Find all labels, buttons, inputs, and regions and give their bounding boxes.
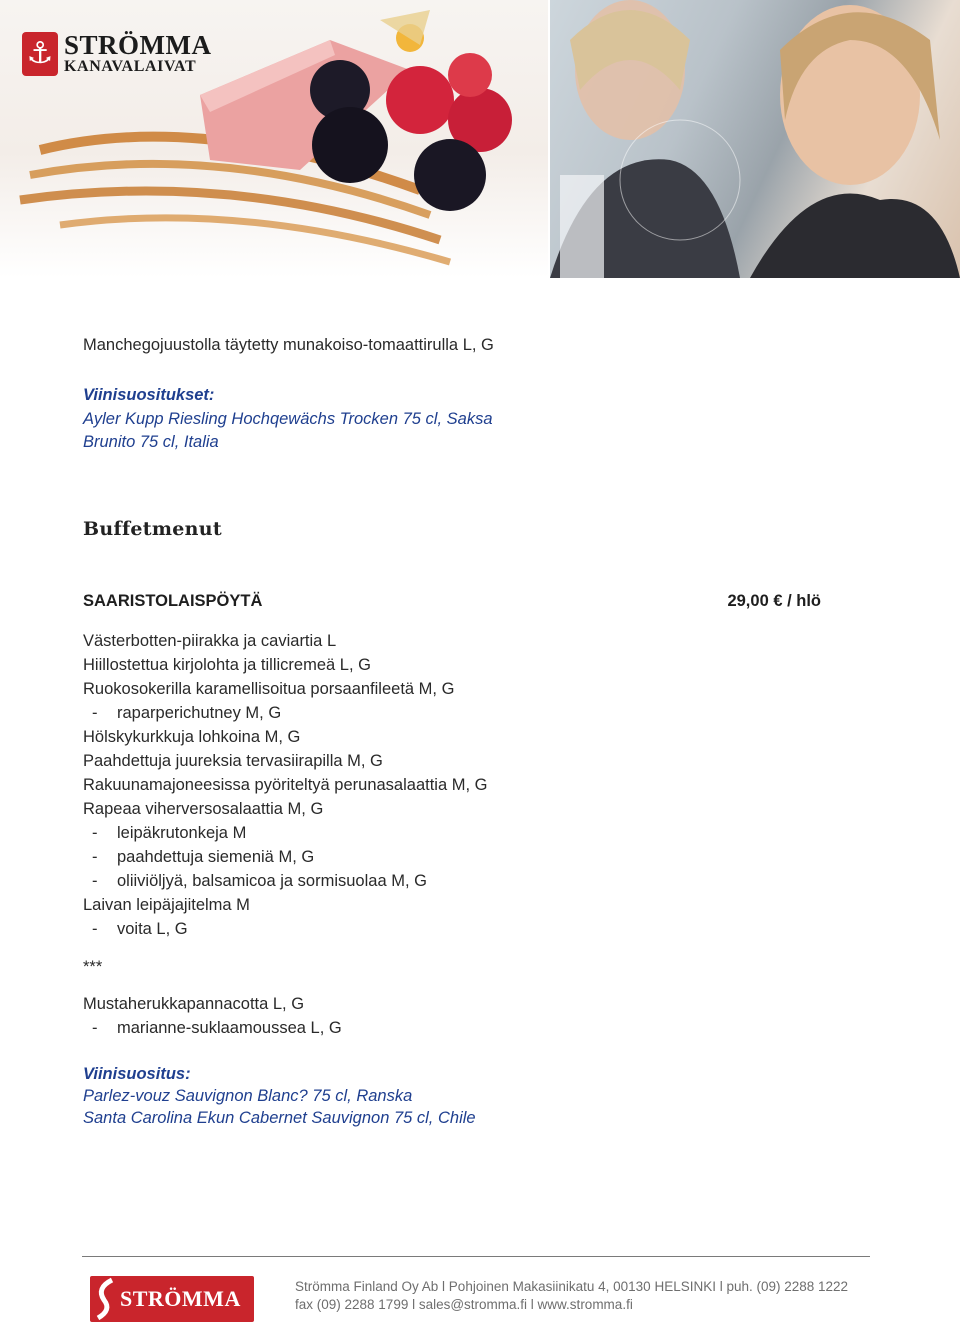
- dessert-item: [83, 995, 304, 1014]
- menu-item: [83, 632, 336, 651]
- footer-divider: [82, 1256, 870, 1257]
- item-text: Paahdettuja juureksia tervasiirapilla M, G: [83, 752, 383, 770]
- item-text: marianne-suklaamoussea L, G: [117, 1019, 342, 1037]
- menu-item: [83, 800, 323, 819]
- guests-illustration: [550, 0, 960, 278]
- menu-item: [83, 896, 250, 915]
- stromma-footer-logo: [90, 1276, 254, 1322]
- menu-item: [83, 776, 487, 795]
- footer-line-2: fax (09) 2288 1799 l sales@stromma.fi l www.stromma.fi: [295, 1297, 633, 1312]
- item-text: voita L, G: [117, 920, 188, 938]
- bullet-dash: -: [92, 1019, 98, 1037]
- menu-subitem: [83, 824, 246, 843]
- dessert-subitem: [83, 1019, 342, 1038]
- footer-line-1: Strömma Finland Oy Ab l Pohjoinen Makasiinikatu 4, 00130 HELSINKI l puh. (09) 2288 1222: [295, 1279, 849, 1294]
- buffet-wine-label: Viinisuositus:: [83, 1065, 191, 1083]
- menu-subitem: [83, 920, 188, 939]
- item-text: Hölskykurkkuja lohkoina M, G: [83, 728, 301, 746]
- menu-item: [83, 680, 454, 699]
- starter-wine-2: Brunito 75 cl, Italia: [83, 433, 219, 451]
- bullet-dash: -: [92, 704, 98, 722]
- guests-photo: [550, 0, 960, 278]
- anchor-icon: ⚓: [22, 32, 58, 76]
- item-text: paahdettuja siemeniä M, G: [117, 848, 315, 866]
- footer-contact: [295, 1278, 848, 1314]
- bullet-dash: -: [92, 848, 98, 866]
- stromma-kanavalaivat-logo: [22, 30, 212, 80]
- item-text: oliiviöljyä, balsamicoa ja sormisuolaa M, G: [117, 872, 427, 890]
- starter-wine-1: Ayler Kupp Riesling Hochqewächs Trocken 75 cl, Saksa: [83, 410, 493, 428]
- starter-wine-label: Viinisuositukset:: [83, 386, 215, 404]
- price: 29,00 € / hlö: [727, 592, 821, 610]
- menu-subitem: [83, 848, 314, 867]
- menu-item: [83, 728, 300, 747]
- bullet-dash: -: [92, 872, 98, 890]
- menu-subitem: [83, 872, 427, 891]
- item-text: raparperichutney M, G: [117, 704, 282, 722]
- buffet-wine-1: Parlez-vouz Sauvignon Blanc? 75 cl, Ranska: [83, 1087, 413, 1105]
- hero-banner: [0, 0, 960, 280]
- item-text: leipäkrutonkeja M: [117, 824, 247, 842]
- menu-item: [83, 656, 371, 675]
- item-text: Västerbotten-piirakka ja caviartia L: [83, 632, 337, 650]
- logo-text-line1: STRÖMMA: [64, 30, 212, 60]
- buffet-heading: Buffetmenut: [83, 518, 222, 540]
- menu-item: [83, 752, 383, 771]
- swoosh-icon: [92, 1276, 122, 1322]
- item-text: Rakuunamajoneesissa pyöriteltyä perunasalaattia M, G: [83, 776, 488, 794]
- item-text: Laivan leipäjajitelma M: [83, 896, 250, 914]
- separator: ***: [83, 958, 103, 976]
- bullet-dash: -: [92, 920, 98, 938]
- item-text: Ruokosokerilla karamellisoitua porsaanfileetä M, G: [83, 680, 455, 698]
- menu-subitem: [83, 704, 281, 723]
- item-text: Mustaherukkapannacotta L, G: [83, 995, 305, 1013]
- item-text: Hiillostettua kirjolohta ja tillicremeä L, G: [83, 656, 371, 674]
- item-text: Rapeaa viherversosalaattia M, G: [83, 800, 324, 818]
- section-title: SAARISTOLAISPÖYTÄ: [83, 592, 263, 610]
- starter-dish: Manchegojuustolla täytetty munakoiso-tomaattirulla L, G: [83, 336, 494, 354]
- footer-logo-text: STRÖMMA: [120, 1286, 241, 1311]
- bullet-dash: -: [92, 824, 98, 842]
- logo-text-line2: KANAVALAIVAT: [64, 58, 197, 75]
- buffet-wine-2: Santa Carolina Ekun Cabernet Sauvignon 75 cl, Chile: [83, 1109, 476, 1127]
